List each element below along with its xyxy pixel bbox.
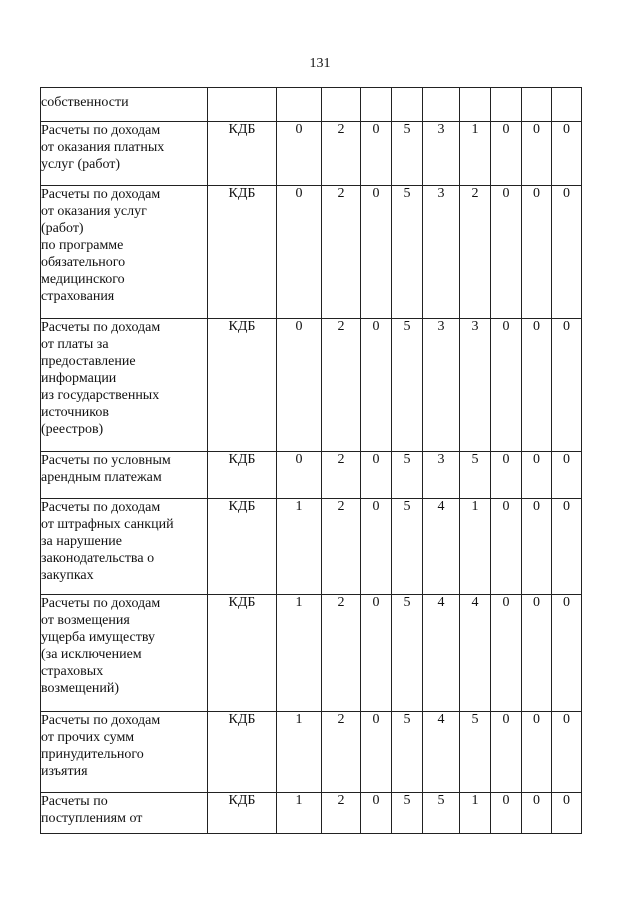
- code-digit-cell: 0: [552, 186, 582, 319]
- account-name-cell: Расчеты по доходам от оказания услуг (работ) по программе обязательного медицинского страхования: [41, 186, 208, 319]
- code-digit-cell: 1: [277, 595, 322, 712]
- table-row: [41, 499, 582, 595]
- code-digit-cell: [392, 88, 423, 122]
- code-digit-cell: 5: [460, 712, 491, 793]
- table-row: [41, 88, 582, 122]
- code-digit-cell: 0: [522, 452, 552, 499]
- code-digit-cell: 0: [552, 122, 582, 186]
- code-digit-cell: 2: [322, 499, 361, 595]
- code-digit-cell: 3: [423, 452, 460, 499]
- code-digit-cell: 0: [277, 319, 322, 452]
- code-digit-cell: 0: [491, 122, 522, 186]
- code-digit-cell: 2: [322, 186, 361, 319]
- code-digit-cell: 2: [322, 122, 361, 186]
- code-type-cell: КДБ: [208, 793, 277, 834]
- code-digit-cell: 0: [361, 122, 392, 186]
- code-type-cell: КДБ: [208, 452, 277, 499]
- code-digit-cell: 0: [491, 499, 522, 595]
- code-digit-cell: 0: [491, 452, 522, 499]
- code-digit-cell: 0: [522, 499, 552, 595]
- code-digit-cell: 0: [552, 319, 582, 452]
- code-digit-cell: 0: [522, 319, 552, 452]
- code-digit-cell: 0: [522, 186, 552, 319]
- code-digit-cell: 5: [423, 793, 460, 834]
- code-digit-cell: [361, 88, 392, 122]
- code-digit-cell: 2: [460, 186, 491, 319]
- code-digit-cell: 0: [491, 186, 522, 319]
- code-digit-cell: 0: [361, 793, 392, 834]
- account-name-cell: Расчеты по доходам от прочих сумм принудительного изъятия: [41, 712, 208, 793]
- code-digit-cell: 0: [491, 319, 522, 452]
- account-name-cell: Расчеты по доходам от платы за предоставление информации из государственных источников (реестров): [41, 319, 208, 452]
- code-digit-cell: 5: [392, 712, 423, 793]
- code-digit-cell: 5: [392, 499, 423, 595]
- code-digit-cell: 0: [277, 452, 322, 499]
- code-digit-cell: 0: [552, 452, 582, 499]
- account-name-cell: Расчеты по условным арендным платежам: [41, 452, 208, 499]
- code-digit-cell: [491, 88, 522, 122]
- code-digit-cell: 0: [361, 595, 392, 712]
- code-digit-cell: 4: [423, 595, 460, 712]
- code-digit-cell: 2: [322, 712, 361, 793]
- code-digit-cell: [322, 88, 361, 122]
- code-digit-cell: 2: [322, 595, 361, 712]
- code-digit-cell: 0: [552, 499, 582, 595]
- account-name-cell: Расчеты по доходам от оказания платных услуг (работ): [41, 122, 208, 186]
- table-row: [41, 122, 582, 186]
- code-digit-cell: 1: [277, 793, 322, 834]
- code-digit-cell: 0: [277, 122, 322, 186]
- table-row: [41, 452, 582, 499]
- code-digit-cell: 0: [522, 712, 552, 793]
- code-digit-cell: 5: [392, 595, 423, 712]
- code-digit-cell: 4: [423, 499, 460, 595]
- code-digit-cell: 5: [392, 452, 423, 499]
- code-type-cell: КДБ: [208, 712, 277, 793]
- code-digit-cell: 0: [361, 499, 392, 595]
- code-type-cell: КДБ: [208, 319, 277, 452]
- code-digit-cell: 0: [491, 793, 522, 834]
- code-digit-cell: 0: [522, 122, 552, 186]
- code-digit-cell: 5: [460, 452, 491, 499]
- code-digit-cell: 1: [277, 499, 322, 595]
- code-digit-cell: 1: [277, 712, 322, 793]
- code-digit-cell: 5: [392, 319, 423, 452]
- code-digit-cell: 1: [460, 499, 491, 595]
- table-row: [41, 186, 582, 319]
- table-row: [41, 595, 582, 712]
- code-digit-cell: 0: [491, 712, 522, 793]
- code-digit-cell: 4: [460, 595, 491, 712]
- account-name-cell: собственности: [41, 88, 208, 122]
- code-digit-cell: 1: [460, 122, 491, 186]
- code-digit-cell: 0: [277, 186, 322, 319]
- code-digit-cell: [423, 88, 460, 122]
- code-digit-cell: 0: [361, 712, 392, 793]
- code-digit-cell: 3: [423, 122, 460, 186]
- code-digit-cell: [277, 88, 322, 122]
- code-digit-cell: [522, 88, 552, 122]
- account-name-cell: Расчеты по поступлениям от: [41, 793, 208, 834]
- code-digit-cell: 0: [522, 595, 552, 712]
- accounts-table: [40, 87, 582, 834]
- code-digit-cell: 2: [322, 452, 361, 499]
- code-digit-cell: 3: [423, 186, 460, 319]
- table-row: [41, 793, 582, 834]
- code-digit-cell: 0: [522, 793, 552, 834]
- code-digit-cell: 3: [460, 319, 491, 452]
- code-digit-cell: 0: [361, 319, 392, 452]
- code-digit-cell: 2: [322, 793, 361, 834]
- table-row: [41, 319, 582, 452]
- code-digit-cell: 0: [552, 595, 582, 712]
- code-digit-cell: [460, 88, 491, 122]
- code-type-cell: КДБ: [208, 186, 277, 319]
- code-digit-cell: 0: [361, 452, 392, 499]
- code-digit-cell: [552, 88, 582, 122]
- code-digit-cell: 5: [392, 793, 423, 834]
- code-digit-cell: 5: [392, 122, 423, 186]
- code-digit-cell: 0: [552, 712, 582, 793]
- page-number: 131: [309, 56, 331, 71]
- code-digit-cell: 5: [392, 186, 423, 319]
- code-digit-cell: 0: [361, 186, 392, 319]
- account-name-cell: Расчеты по доходам от штрафных санкций за нарушение законодательства о закупках: [41, 499, 208, 595]
- table-row: [41, 712, 582, 793]
- code-type-cell: [208, 88, 277, 122]
- code-digit-cell: 2: [322, 319, 361, 452]
- account-name-cell: Расчеты по доходам от возмещения ущерба имуществу (за исключением страховых возмещений): [41, 595, 208, 712]
- code-type-cell: КДБ: [208, 595, 277, 712]
- code-digit-cell: 0: [491, 595, 522, 712]
- code-type-cell: КДБ: [208, 122, 277, 186]
- code-digit-cell: 4: [423, 712, 460, 793]
- code-digit-cell: 1: [460, 793, 491, 834]
- code-digit-cell: 3: [423, 319, 460, 452]
- code-digit-cell: 0: [552, 793, 582, 834]
- code-type-cell: КДБ: [208, 499, 277, 595]
